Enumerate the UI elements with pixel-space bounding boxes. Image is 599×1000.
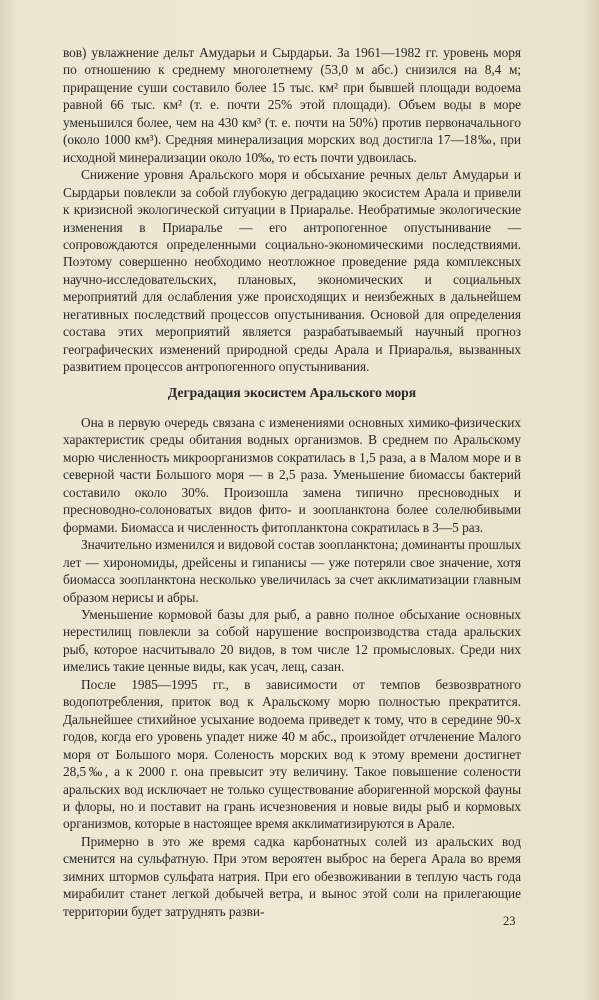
text-block-bottom (63, 414, 521, 920)
paragraph: Примерно в это же время садка карбонатных солей из аральских вод сменится на сульфатную. При этом вероятен выброс на берега Арала во время зимних штормов сульфата натрия. При его обезвоживании в теплую часть года мирабилит станет легкой добычей ветра, и вынос этой соли на прилегающие территории будет затруднять разви- (63, 833, 521, 919)
paragraph-continued: вов) увлажнение дельт Амударьи и Сырдарьи. За 1961—1982 гг. уровень моря по отношению к среднему многолетнему (53,0 м абс.) снизился на 8,4 м; приращение суши составило более 15 тыс. км² при бывшей площади водоема равной 66 тыс. км² (т. е. почти 25% этой площади). Объем воды в море уменьшился более, чем на 430 км³ (т. е. почти на 50%) против первоначального (около 1000 км³). Средняя минерализация морских вод достигла 17—18‰, при исходной минерализации около 10‰, то есть почти удвоилась. (63, 45, 521, 165)
text-block-top (63, 44, 521, 376)
paragraph: После 1985—1995 гг., в зависимости от темпов безвозвратного водопотребления, приток вод к Аральскому морю полностью прекратится. Дальнейшее стихийное усыхание водоема приведет к тому, что в середине 90-х годов, когда его уровень упадет ниже 40 м абс., произойдет отчленение Малого моря от Большого моря. Соленость морских вод к этому времени достигнет 28,5‰, а к 2000 г. она превысит эту величину. Такое повышение солености аральских вод исключает не только существование аборигенной морской фауны и флоры, но и поставит на грань исчезновения и новые виды рыб и кормовых организмов, которые в настоящее время акклиматизируются в Арале. (63, 676, 521, 832)
paragraph: Значительно изменился и видовой состав зоопланктона; доминанты прошлых лет — хирономиды, дрейсены и гипанисы — уже потеряли свое значение, хотя биомасса зоопланктона несколько увеличилась за счет акклиматизации главным образом нерисы и абры. (63, 537, 521, 605)
paragraph: Она в первую очередь связана с изменениями основных химико-физических характеристик среды обитания водных организмов. В среднем по Аральскому морю численность микроорганизмов сократилась в 1,5 раза, а в Малом море и в северной части Большого моря — в 2,5 раза. Уменьшение биомассы бактерий составило около 30%. Произошла замена типично пресноводных и пресноводно-солоноватых видов фито- и зоопланктона более солелюбивыми формами. Биомасса и численность фитопланктона сократилась в 3—5 раз. (63, 415, 521, 535)
paragraph: Снижение уровня Аральского моря и обсыхание речных дельт Амударьи и Сырдарьи повлекли за собой глубокую деградацию экосистем Арала и привели к кризисной экологической ситуации в Приаралье. Необратимые экологические изменения в Приаралье — его антропогенное опустынивание — сопровождаются определенными социально-экономическими последствиями. Поэтому совершенно необходимо неотложное проведение ряда комплексных научно-исследовательских, плановых, экономических и социальных мероприятий для ослабления уже происходящих и неизбежных в дальнейшем негативных последствий процессов опустынивания. Основой для определения состава этих мероприятий является разрабатываемый научный прогноз географических изменений природной среды Арала и Приаралья, вызванных развитием процессов антропогенного опустынивания. (63, 167, 521, 375)
page-number: 23 (503, 914, 516, 928)
section-heading: Деградация экосистем Аральского моря (167, 385, 417, 400)
paragraph: Уменьшение кормовой базы для рыб, а равно полное обсыхание основных нерестилищ повлекли за собой нарушение воспроизводства стада аральских рыб, которое насчитывало 20 видов, в том числе 12 промысловых. Среди них имелись такие ценные виды, как усач, лещ, сазан. (63, 606, 521, 675)
